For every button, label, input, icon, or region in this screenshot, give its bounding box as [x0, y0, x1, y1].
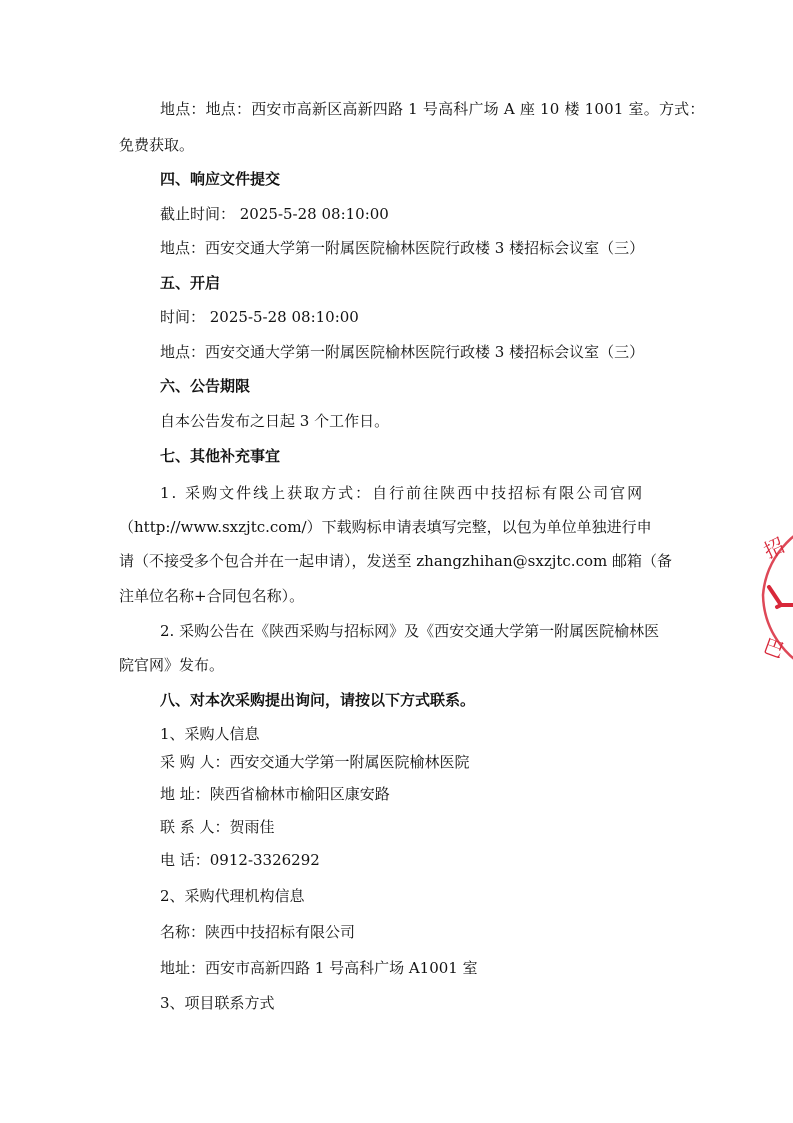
text-line-purchaser: 采 购 人：西安交通大学第一附属医院榆林医院	[160, 753, 470, 771]
section-heading-6: 六、公告期限	[160, 377, 251, 395]
section-heading-4: 四、响应文件提交	[160, 170, 281, 188]
text-line-deadline: 截止时间： 2025-5-28 08:10:00	[160, 205, 389, 223]
section-heading-7: 七、其他补充事宜	[160, 447, 281, 465]
text-line-open-location: 地点：西安交通大学第一附属医院榆林医院行政楼 3 楼招标会议室（三）	[160, 343, 645, 361]
text-line-submit-location: 地点：西安交通大学第一附属医院榆林医院行政楼 3 楼招标会议室（三）	[160, 239, 645, 257]
text-line-notice-period: 自本公告发布之日起 3 个工作日。	[160, 412, 390, 430]
text-line-address: 地 址：陕西省榆林市榆阳区康安路	[160, 785, 390, 803]
text-line-publish-cont: 院官网》发布。	[119, 656, 225, 674]
text-line-open-time: 时间： 2025-5-28 08:10:00	[160, 308, 359, 326]
seal-text-top: 招	[760, 533, 789, 564]
text-line-free-access: 免费获取。	[119, 136, 195, 154]
seal-text-bottom: 巴	[760, 633, 788, 663]
section-heading-8: 八、对本次采购提出询问，请按以下方式联系。	[160, 691, 476, 709]
official-seal-stamp	[755, 515, 793, 685]
text-line-location-prefix: 地点：地点：西安市高新区高新四路 1 号高科广场 A 座 10 楼 1001 室。方式：	[160, 100, 705, 118]
subheading-agency: 2、采购代理机构信息	[160, 887, 305, 905]
text-line-download: （http://www.sxzjtc.com/）下载购标申请表填写完整，以包为单位单独进行申	[119, 518, 652, 536]
text-line-online-access: 1. 采购文件线上获取方式：自行前往陕西中技招标有限公司官网	[160, 484, 645, 502]
text-line-agency-address: 地址：西安市高新四路 1 号高科广场 A1001 室	[160, 959, 478, 977]
section-heading-5: 五、开启	[160, 274, 221, 292]
text-line-contact: 联 系 人：贺雨佳	[160, 818, 275, 836]
text-line-email: 请（不接受多个包合并在一起申请），发送至 zhangzhihan@sxzjtc.com 邮箱（备	[119, 552, 672, 570]
subheading-purchaser: 1、采购人信息	[160, 725, 260, 743]
text-line-publish: 2. 采购公告在《陕西采购与招标网》及《西安交通大学第一附属医院榆林医	[160, 622, 660, 640]
text-line-agency-name: 名称：陕西中技招标有限公司	[160, 923, 356, 941]
subheading-project-contact: 3、项目联系方式	[160, 994, 275, 1012]
text-line-note: 注单位名称+合同包名称）。	[119, 587, 305, 605]
text-line-phone: 电 话：0912-3326292	[160, 851, 320, 869]
